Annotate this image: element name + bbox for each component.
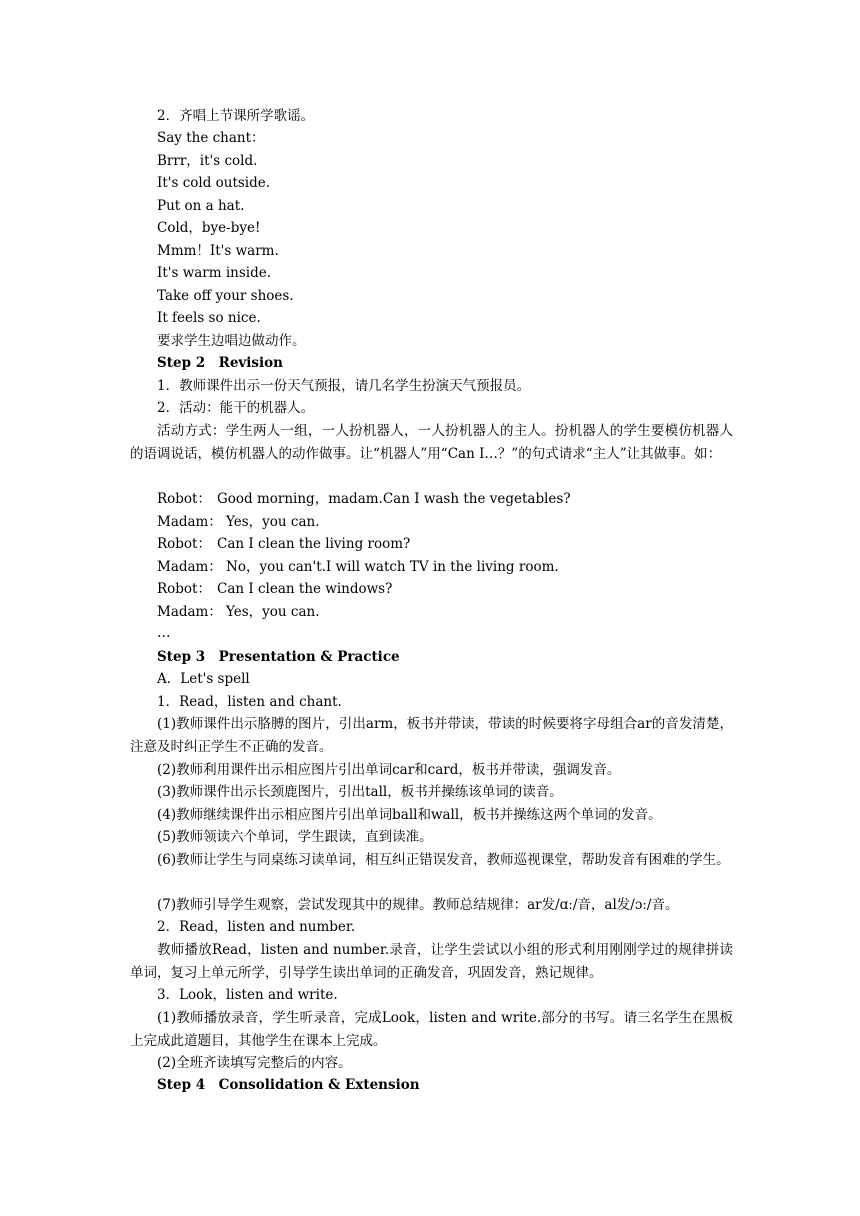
dialog-speaker: Robot： <box>157 491 211 507</box>
text-line: 2．Read，listen and number. <box>157 919 356 935</box>
text-line: (7)教师引导学生观察，尝试发现其中的规律。教师总结规律：ar发/ɑː/音，al发/ɔː/音。 <box>157 897 679 913</box>
text-line: 1．教师课件出示一份天气预报，请几名学生扮演天气预报员。 <box>157 378 531 394</box>
dialog-text: Yes，you can. <box>226 604 320 620</box>
text-line: It's warm inside. <box>157 265 272 281</box>
dialog-speaker: Madam： <box>157 559 222 575</box>
text-line: (4)教师继续课件出示相应图片引出单词ball和wall，板书并操练这两个单词的发音。 <box>157 807 662 823</box>
text-line: Put on a hat. <box>157 198 245 214</box>
dialog-line <box>157 556 559 578</box>
section-heading-step4: Step 4 Consolidation & Extension <box>157 1077 420 1093</box>
ellipsis: … <box>157 625 171 641</box>
text-line: 2．齐唱上节课所学歌谣。 <box>157 108 315 124</box>
dialog-line <box>157 533 411 555</box>
dialog-speaker: Robot： <box>157 581 211 597</box>
text-line: (2)教师利用课件出示相应图片引出单词car和card，板书并带读，强调发音。 <box>157 762 621 778</box>
dialog-line <box>157 578 393 600</box>
text-line: Cold，bye-bye! <box>157 220 261 236</box>
text-line: 2．活动：能干的机器人。 <box>157 400 315 416</box>
dialog-text: Yes，you can. <box>226 514 320 530</box>
text-line: It feels so nice. <box>157 310 261 326</box>
text-line: (2)全班齐读填写完整后的内容。 <box>157 1055 352 1071</box>
section-heading-step3: Step 3 Presentation & Practice <box>157 649 400 665</box>
dialog-text: Good morning，madam.Can I wash the vegetables? <box>217 491 571 507</box>
paragraph: (1)教师课件出示胳膊的图片，引出arm，板书并带读，带读的时候要将字母组合ar的音发清楚，注意及时纠正学生不正确的发音。 <box>130 716 733 755</box>
dialog-speaker: Madam： <box>157 604 222 620</box>
text-line: Mmm！It's warm. <box>157 243 279 259</box>
text-line: Take off your shoes. <box>157 288 294 304</box>
dialog-speaker: Robot： <box>157 536 211 552</box>
text-line: A．Let's spell <box>157 671 250 687</box>
dialog-text: No，you can't.I will watch TV in the living room. <box>226 559 559 575</box>
text-line: 3．Look，listen and write. <box>157 987 338 1003</box>
text-line: Brrr，it's cold. <box>157 153 258 169</box>
paragraph: 活动方式：学生两人一组，一人扮机器人，一人扮机器人的主人。扮机器人的学生要模仿机器人的语调说话，模仿机器人的动作做事。让“机器人”用“Can I…？”的句式请求“主人”让其做事。如： <box>130 423 733 462</box>
dialog-speaker: Madam： <box>157 514 222 530</box>
text-line: Say the chant： <box>157 130 265 146</box>
text-line: (5)教师领读六个单词，学生跟读，直到读准。 <box>157 829 433 845</box>
text-line: 1．Read，listen and chant. <box>157 694 342 710</box>
paragraph: 教师播放Read，listen and number.录音，让学生尝试以小组的形式利用刚刚学过的规律拼读单词，复习上单元所学，引导学生读出单词的正确发音，巩固发音，熟记规律。 <box>130 942 733 981</box>
dialog-line <box>157 488 571 510</box>
dialog-text: Can I clean the windows? <box>217 581 393 597</box>
dialog-line <box>157 511 320 533</box>
section-heading-step2: Step 2 Revision <box>157 355 283 371</box>
paragraph: (1)教师播放录音，学生听录音，完成Look，listen and write.部分的书写。请三名学生在黑板上完成此道题目，其他学生在课本上完成。 <box>130 1010 733 1049</box>
text-line: It's cold outside. <box>157 175 271 191</box>
text-line: 要求学生边唱边做动作。 <box>157 333 306 349</box>
dialog-line <box>157 601 320 623</box>
dialog-text: Can I clean the living room? <box>217 536 411 552</box>
paragraph: (6)教师让学生与同桌练习读单词，相互纠正错误发音，教师巡视课堂，帮助发音有困难的学生。 <box>157 852 730 868</box>
text-line: (3)教师课件出示长颈鹿图片，引出tall，板书并操练该单词的读音。 <box>157 784 563 800</box>
